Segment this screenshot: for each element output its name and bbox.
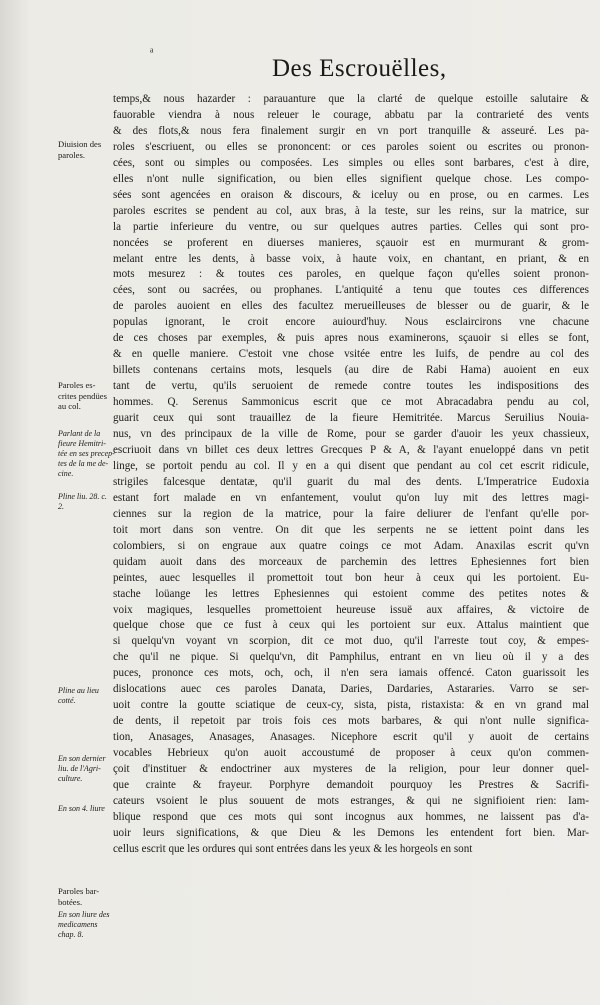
text-line: & en quelle maniere. C'estoit vne chose vsitée entre les Iuifs, de pendre au col des	[113, 348, 589, 361]
text-line: peintes, auec lesquelles il promettoit tout bon heur à ceux qui les portoient. Eu-	[113, 571, 589, 584]
text-line: paroles escrites se pendent au col, aux bras, à la teste, sur les reins, sur la matrice, sur	[113, 204, 589, 217]
text-line: vocables Hebrieux qu'on auoit accoustumé de proposer à ceux qu'on commen-	[113, 747, 589, 760]
text-line: mots mesurez : & toutes ces paroles, en quelque façon qu'elles soient pronon-	[113, 268, 589, 281]
text-line: escriuoit dans vn billet ces deux lettres Grecques P & A, & l'ayant enueloppé dans vn petit	[113, 443, 589, 456]
text-line: guarit ceux qui sont trauaillez de la fieure Hemitritée. Marcus Seruilius Nouia-	[113, 412, 589, 425]
text-line: stache loüange les lettres Ephesiennes qui estoient comme des petites notes &	[113, 587, 589, 600]
margin-note-line: liu. de l'Agri-	[58, 764, 101, 773]
margin-note-line: 2.	[58, 502, 64, 511]
margin-note-line: cine.	[58, 469, 74, 478]
margin-note-line: cotté.	[58, 696, 76, 705]
text-line: toit mort dans son ventre. On dit que les serpents ne se iettent point dans les	[113, 523, 589, 536]
text-line: linge, se portoit pendu au col. Il y en a qui disent que pendant au col cet escrit ridicule,	[113, 459, 589, 472]
text-line: fauorable viendra à nous releuer le courage, abbatu par la contrarieté des vents	[113, 108, 589, 121]
text-line: populas ignorant, le croit encore auiourd'huy. Nous esclaircirons vne chacune	[113, 316, 589, 329]
margin-note-line: botées.	[58, 896, 83, 907]
text-line: hommes. Q. Serenus Sammonicus escrit que ce mot Abracadabra pendu au col,	[113, 396, 589, 409]
text-line: que crainte & frayeur. Porphyre demandoit pourquoy les Prestres & Sacrifi-	[113, 778, 589, 791]
text-line: strigiles falcesque dentatæ, qu'il guarit du mal des dents. L'Imperatrice Eudoxia	[113, 475, 589, 488]
margin-note-pline-lieu	[58, 686, 120, 706]
margin-note-line: Pline liu. 28. c.	[58, 492, 107, 501]
margin-note-line: Diuision des	[58, 139, 102, 149]
margin-note-line: En son 4. liure	[58, 804, 105, 813]
text-line: tion, Anasages, Anasages, Anasages. Nicephore escrit qu'il y auoit de certains	[113, 731, 589, 744]
text-line: melant entre les dents, à basse voix, à haute voix, en chantant, en priant, & en	[113, 252, 589, 265]
text-line: la partie inferieure du ventre, ou sur quelques autres parties. Celles qui sont pro-	[113, 220, 589, 233]
margin-note-paroles-barbotees	[58, 886, 120, 907]
body-text	[113, 92, 589, 858]
margin-note-line: crites pendües	[58, 390, 107, 401]
margin-note-line: Parlant de la	[58, 429, 101, 438]
text-line: cellus escrit que les ordures qui sont entrées dans les yeux & les horgeols en sont	[113, 842, 473, 855]
text-line: tant de vertu, qu'ils seruoient de remede contre toutes les indispositions des	[113, 380, 589, 393]
text-line: uoir leurs significations, & que Dieu & les Demons les entendent fort bien. Mar-	[113, 826, 589, 839]
text-line: & des flots,& nous fera finalement surgir en vn port tranquille & asseuré. Les pa-	[113, 124, 589, 137]
text-line: billets contenans certains mots, lesquels (au dire de Rabi Hama) auoient en eux	[113, 364, 589, 377]
text-line: de ces choses par exemples, & puis apres nous examinerons, sçauoir si elles se font,	[113, 332, 589, 345]
text-line: elles n'ont nulle signification, ou bien elles signifient quelque chose. Les compo-	[113, 172, 589, 185]
margin-note-line: culture.	[58, 774, 83, 783]
text-line: uoit contre la goutte sciatique de ceux-cy, sista, pista, ristaxista: & en vn grand mal	[113, 699, 589, 712]
text-line: cées, sont ou simples ou composées. Les simples ou elles sont barbares, c'est à dire,	[113, 156, 589, 169]
text-line: cées, sont ou sacrées, ou prophanes. L'antiquité a tenu que toutes ces differences	[113, 284, 589, 297]
margin-note-line: Paroles bar-	[58, 886, 100, 896]
margin-note-agriculture	[58, 754, 120, 784]
margin-note-line: tée en ses precep-	[58, 449, 115, 458]
margin-note-pline-28	[58, 492, 120, 512]
running-head-title: Des Escrouëlles,	[272, 55, 447, 82]
margin-note-medicamens	[58, 910, 120, 940]
margin-note-line: tes de la me de-	[58, 459, 109, 468]
margin-note-line: medicamens	[58, 920, 98, 929]
margin-note-line: En son dernier	[58, 754, 106, 763]
text-line: colombiers, si on engraue aux quatre coings ce mot Adam. Anaxilas escrit qu'vn	[113, 539, 589, 552]
text-line: nus, vn des principaux de la ville de Rome, pour se garder d'auoir les yeux chassieux,	[113, 428, 589, 441]
margin-note-line: au col.	[58, 401, 81, 412]
text-line: sées sont agencées en oraison & discours, & iceluy ou en prose, ou en carmes. Les	[113, 188, 589, 201]
margin-note-line: paroles.	[58, 149, 85, 160]
margin-note-division	[58, 139, 120, 160]
text-line: voix magiques, lesquelles promettoient heureuse issuë aux affaires, & victoire de	[113, 603, 589, 616]
text-line: temps,& nous hazarder : parauanture que la clarté de quelque estoille salutaire &	[113, 93, 589, 105]
text-line: dislocations auec ces paroles Danata, Daries, Dardaries, Astararies. Varro se ser-	[113, 683, 589, 696]
page-mark: ᵃ	[150, 44, 154, 59]
text-line: blique respond que ces mots qui sont incognus aux hommes, ne laissent pas d'a-	[113, 810, 589, 823]
margin-note-line: Pline au lieu	[58, 686, 99, 695]
margin-note-line: fieure Hemitri-	[58, 439, 106, 448]
text-line: che qu'il ne pique. Si quelqu'vn, dit Pamphilus, entrant en vn lieu où il y a des	[113, 651, 589, 664]
text-line: de paroles auoient en elles des facultez merueilleuses de blesser ou de guarir, & le	[113, 300, 589, 313]
margin-note-fieure	[58, 429, 120, 479]
margin-note-quatrieme-liure	[58, 804, 120, 814]
margin-note-line: Paroles es-	[58, 380, 96, 390]
text-line: quelque chose que ce fust à ceux qui les portoient sur eux. Attalus maintient que	[113, 619, 589, 632]
margin-note-line: En son liure des	[58, 910, 110, 919]
text-line: de dents, il repetoit par trois fois ces mots barbares, & qui n'ont nulle significa-	[113, 715, 589, 728]
margin-note-paroles-escrites	[58, 380, 120, 412]
text-line: çoit d'instituer & endoctriner aux mysteres de la religion, pour leur donner quel-	[113, 763, 589, 776]
text-line: si quelqu'vn voyant vn scorpion, dit ce mot duo, qu'il l'arreste tout coy, & empes-	[113, 635, 589, 648]
text-line: puces, prononce ces mots, och, och, il n'en sera iamais offencé. Caton guarissoit les	[113, 667, 589, 680]
text-line: cateurs vsoient le plus souuent de mots estranges, & qui ne signifioient rien: Iam-	[113, 794, 589, 807]
text-line: roles s'escriuent, ou elles se prononcent: or ces paroles soient ou escrites ou pronon-	[113, 140, 589, 153]
text-line: quidam auoit dans des morceaux de parchemin des lettres Ephesiennes fort bien	[113, 555, 589, 568]
text-line: ciennes sur la region de la matrice, pour la faire deliurer de l'enfant qu'elle por-	[113, 507, 589, 520]
margin-note-line: chap. 8.	[58, 930, 84, 939]
text-line: noncées se proferent en diuerses manieres, sçauoir est en murmurant & grom-	[113, 236, 589, 249]
text-line: estant fort malade en vn enfantement, voulut qu'on luy mit des lettres magi-	[113, 491, 589, 504]
